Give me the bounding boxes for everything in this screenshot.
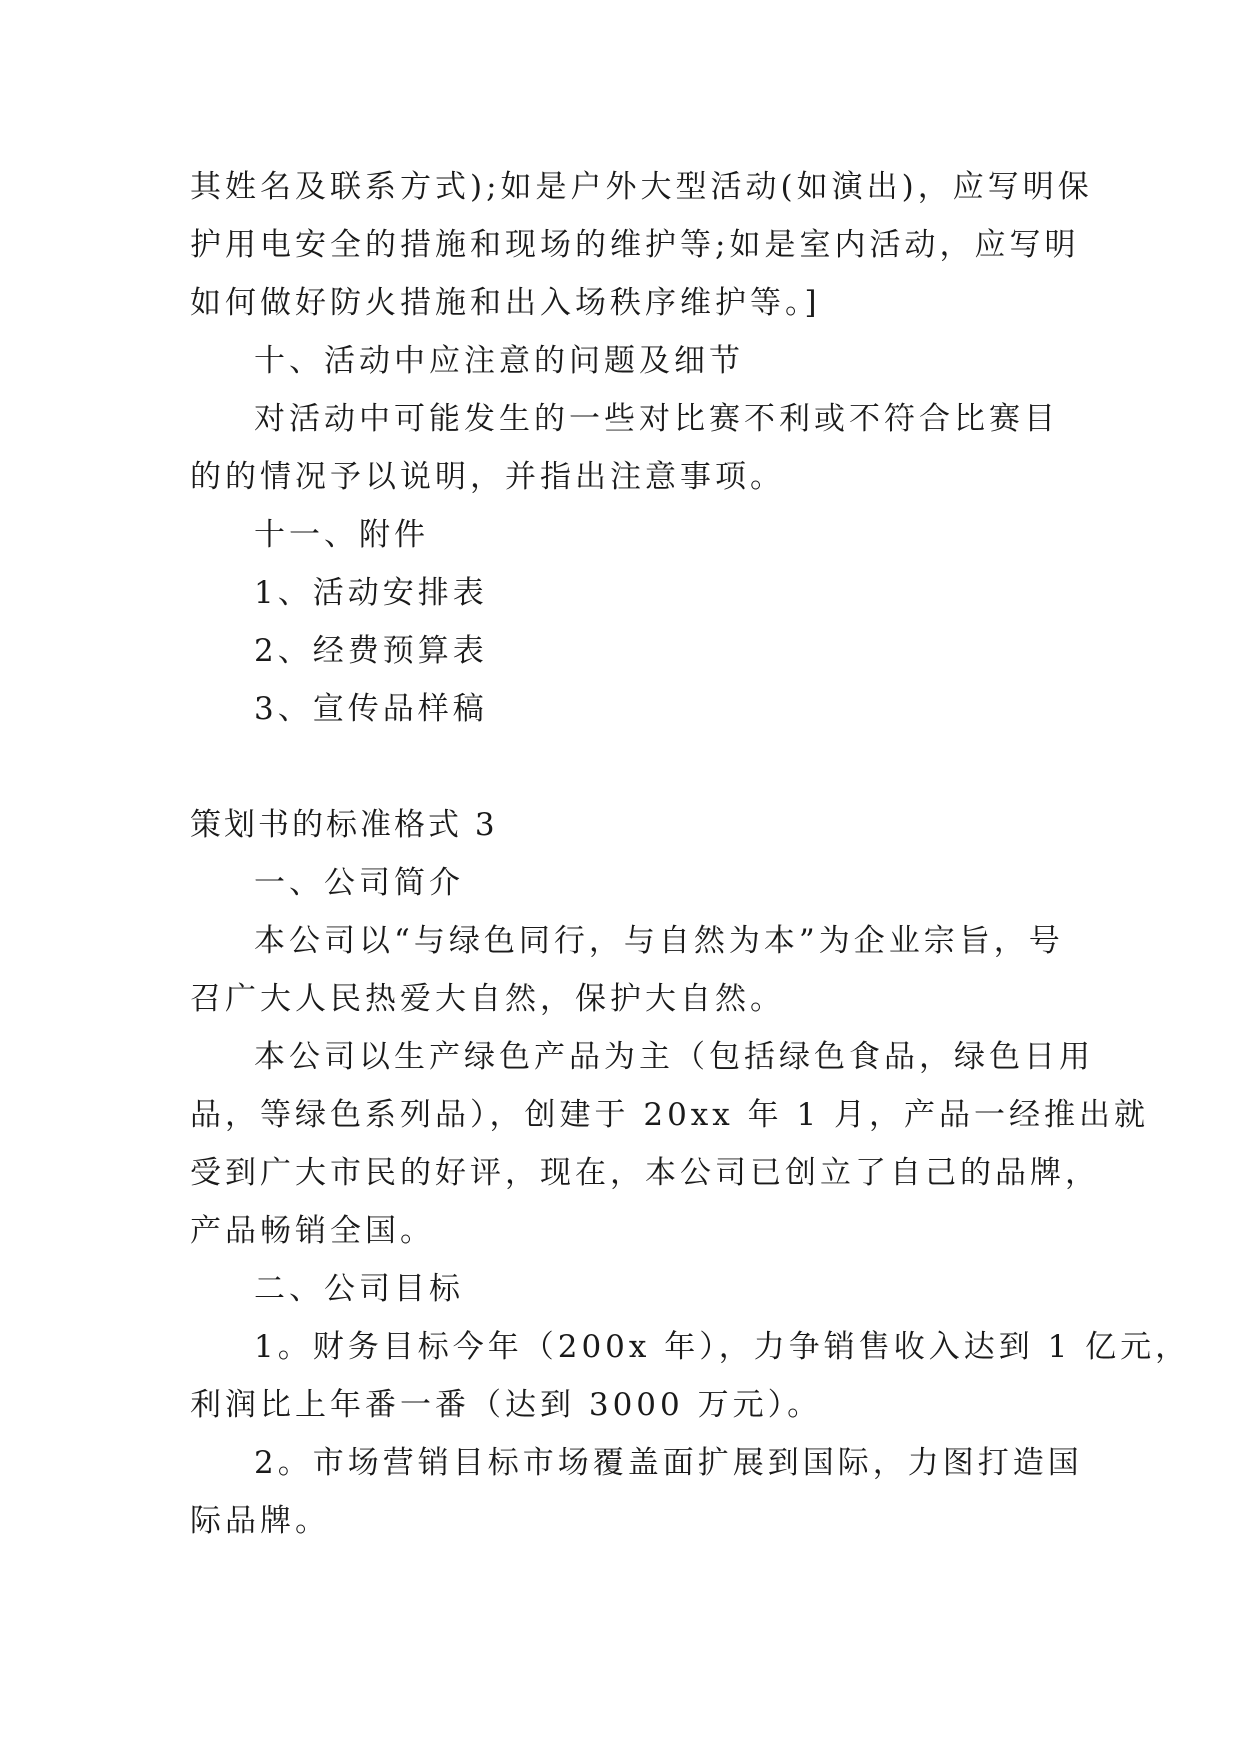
heading-item-10: 十、活动中应注意的问题及细节	[254, 343, 744, 379]
paragraph-line: 护用电安全的措施和现场的维护等;如是室内活动，应写明	[190, 227, 1080, 263]
attachment-item: 3、宣传品样稿	[254, 691, 488, 727]
heading-company-intro: 一、公司简介	[254, 865, 464, 901]
heading-company-goal: 二、公司目标	[254, 1271, 464, 1307]
paragraph-line: 受到广大市民的好评，现在，本公司已创立了自己的品牌，	[190, 1155, 1100, 1191]
blank-line	[190, 738, 1052, 796]
heading-item-11: 十一、附件	[254, 517, 429, 553]
paragraph-line: 产品畅销全国。	[190, 1213, 435, 1249]
section-title: 策划书的标准格式 3	[190, 807, 498, 843]
paragraph-line: 对活动中可能发生的一些对比赛不利或不符合比赛目	[254, 401, 1059, 437]
paragraph-line: 本公司以“与绿色同行，与自然为本”为企业宗旨，号	[254, 923, 1064, 959]
paragraph-line: 际品牌。	[190, 1503, 330, 1539]
paragraph-line: 1。财务目标今年（200x 年），力争销售收入达到 1 亿元，	[254, 1329, 1191, 1365]
paragraph-line: 品，等绿色系列品），创建于 20xx 年 1 月，产品一经推出就	[190, 1097, 1150, 1133]
paragraph-line: 本公司以生产绿色产品为主（包括绿色食品，绿色日用	[254, 1039, 1094, 1075]
attachment-item: 2、经费预算表	[254, 633, 488, 669]
document-page	[190, 158, 1191, 1550]
paragraph-line: 召广大人民热爱大自然，保护大自然。	[190, 981, 785, 1017]
paragraph-line: 如何做好防火措施和出入场秩序维护等。]	[190, 285, 821, 321]
paragraph-line: 的的情况予以说明，并指出注意事项。	[190, 459, 785, 495]
paragraph-line: 其姓名及联系方式);如是户外大型活动(如演出)，应写明保	[190, 169, 1093, 205]
paragraph-line: 利润比上年番一番（达到 3000 万元）。	[190, 1387, 823, 1423]
attachment-item: 1、活动安排表	[254, 575, 488, 611]
paragraph-line: 2。市场营销目标市场覆盖面扩展到国际，力图打造国	[254, 1445, 1083, 1481]
